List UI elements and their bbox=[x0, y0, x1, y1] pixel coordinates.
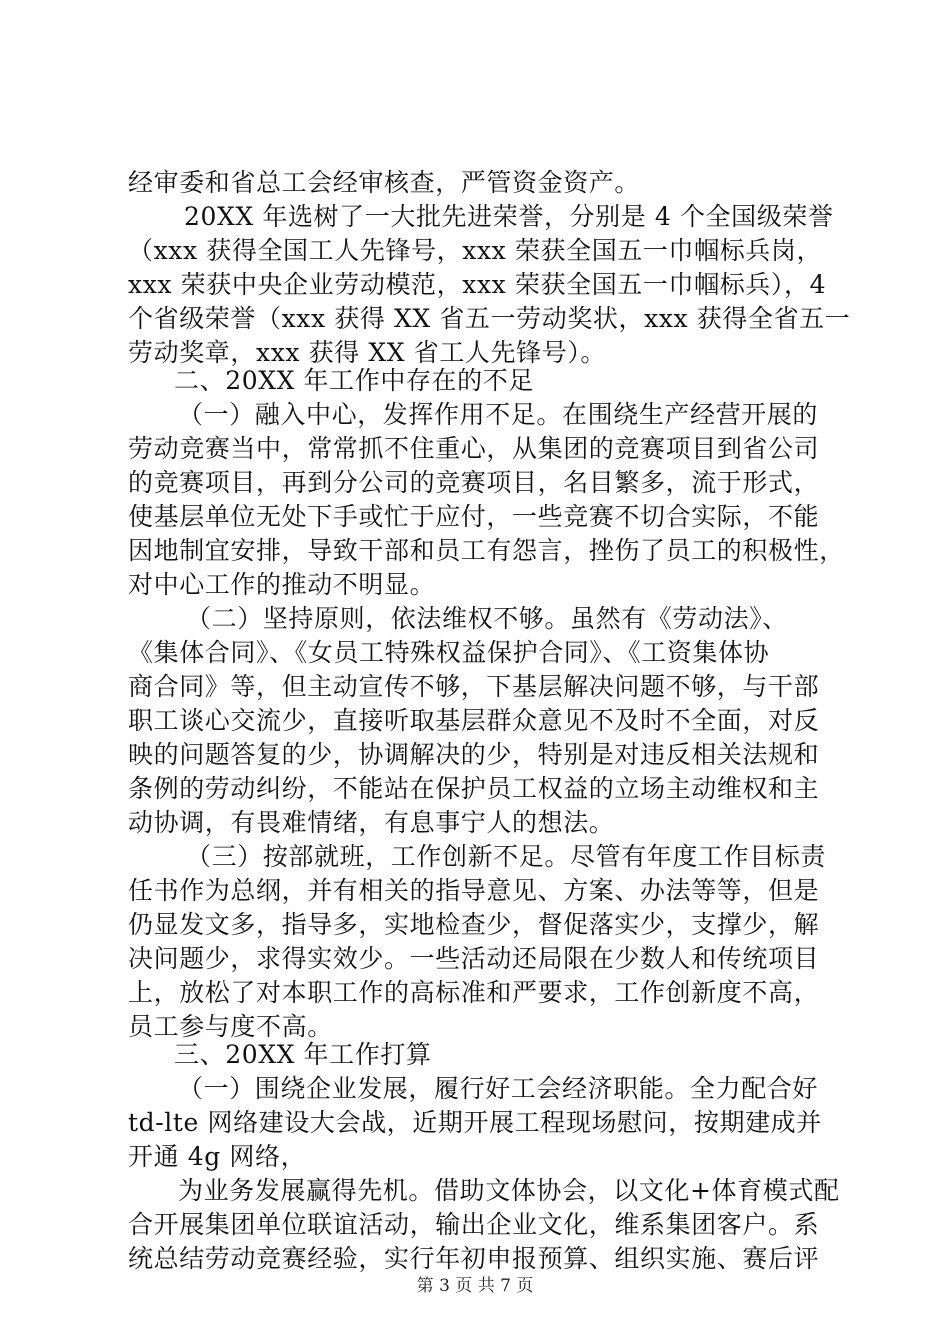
text-line: （三）按部就班，工作创新不足。尽管有年度工作目标责 bbox=[186, 842, 827, 871]
text-line: 对中心工作的推动不明显。 bbox=[128, 570, 436, 599]
text-line: 仍显发文多，指导多，实地检查少，督促落实少，支撑少，解 bbox=[128, 910, 820, 939]
text-line: 职工谈心交流少，直接听取基层群众意见不及时不全面，对反 bbox=[128, 706, 820, 735]
text-line: （一）融入中心，发挥作用不足。在围绕生产经营开展的 bbox=[178, 400, 819, 429]
text-line: （二）坚持原则，依法维权不够。虽然有《劳动法》、 bbox=[186, 604, 788, 633]
text-line: 因地制宜安排，导致干部和员工有怨言，挫伤了员工的积极性， bbox=[128, 536, 845, 565]
text-line: 映的问题答复的少，协调解决的少，特别是对违反相关法规和 bbox=[128, 740, 820, 769]
section-heading: 三、20XX 年工作打算 bbox=[174, 1040, 432, 1069]
text-line: （xxx 获得全国工人先锋号，xxx 荣获全国五一巾帼标兵岗， bbox=[128, 236, 823, 265]
text-line: 条例的劳动纠纷，不能站在保护员工权益的立场主动维权和主 bbox=[128, 774, 820, 803]
text-line: 为业务发展赢得先机。借助文体协会，以文化+体育模式配 bbox=[178, 1176, 840, 1205]
text-line: 任书作为总纲，并有相关的指导意见、方案、办法等等，但是 bbox=[128, 876, 820, 905]
text-line: 劳动竞赛当中，常常抓不住重心，从集团的竞赛项目到省公司 bbox=[128, 434, 820, 463]
section-heading: 二、20XX 年工作中存在的不足 bbox=[174, 366, 534, 395]
text-line: 开通 4g 网络， bbox=[128, 1142, 307, 1171]
text-line: 商合同》等，但主动宣传不够，下基层解决问题不够，与干部 bbox=[128, 672, 820, 701]
text-line: 合开展集团单位联谊活动，输出企业文化，维系集团客户。系 bbox=[128, 1210, 820, 1239]
text-line: （一）围绕企业发展，履行好工会经济职能。全力配合好 bbox=[178, 1074, 819, 1103]
text-line: 劳动奖章，xxx 获得 XX 省工人先锋号）。 bbox=[128, 338, 607, 367]
text-line: 决问题少，求得实效少。一些活动还局限在少数人和传统项目 bbox=[128, 944, 820, 973]
text-line: 员工参与度不高。 bbox=[128, 1012, 333, 1041]
text-line: 《集体合同》、《女员工特殊权益保护合同》、《工资集体协 bbox=[128, 638, 770, 667]
text-line: td-lte 网络建设大会战，近期开展工程现场慰问，按期建成并 bbox=[128, 1108, 822, 1137]
text-line: 统总结劳动竞赛经验，实行年初申报预算、组织实施、赛后评 bbox=[128, 1244, 820, 1273]
text-line: 动协调，有畏难情绪，有息事宁人的想法。 bbox=[128, 808, 615, 837]
text-line: xxx 荣获中央企业劳动模范，xxx 荣获全国五一巾帼标兵），4 bbox=[128, 270, 827, 299]
text-line: 20XX 年选树了一大批先进荣誉，分别是 4 个全国级荣誉 bbox=[184, 202, 834, 231]
text-line: 的竞赛项目，再到分公司的竞赛项目，名目繁多，流于形式， bbox=[128, 468, 820, 497]
text-line: 上，放松了对本职工作的高标准和严要求，工作创新度不高， bbox=[128, 978, 820, 1007]
text-line: 个省级荣誉（xxx 获得 XX 省五一劳动奖状，xxx 获得全省五一 bbox=[128, 304, 851, 333]
text-line: 使基层单位无处下手或忙于应付，一些竞赛不切合实际，不能 bbox=[128, 502, 820, 531]
text-line: 经审委和省总工会经审核查，严管资金资产。 bbox=[128, 168, 641, 197]
page-footer: 第 3 页 共 7 页 bbox=[416, 1276, 534, 1296]
